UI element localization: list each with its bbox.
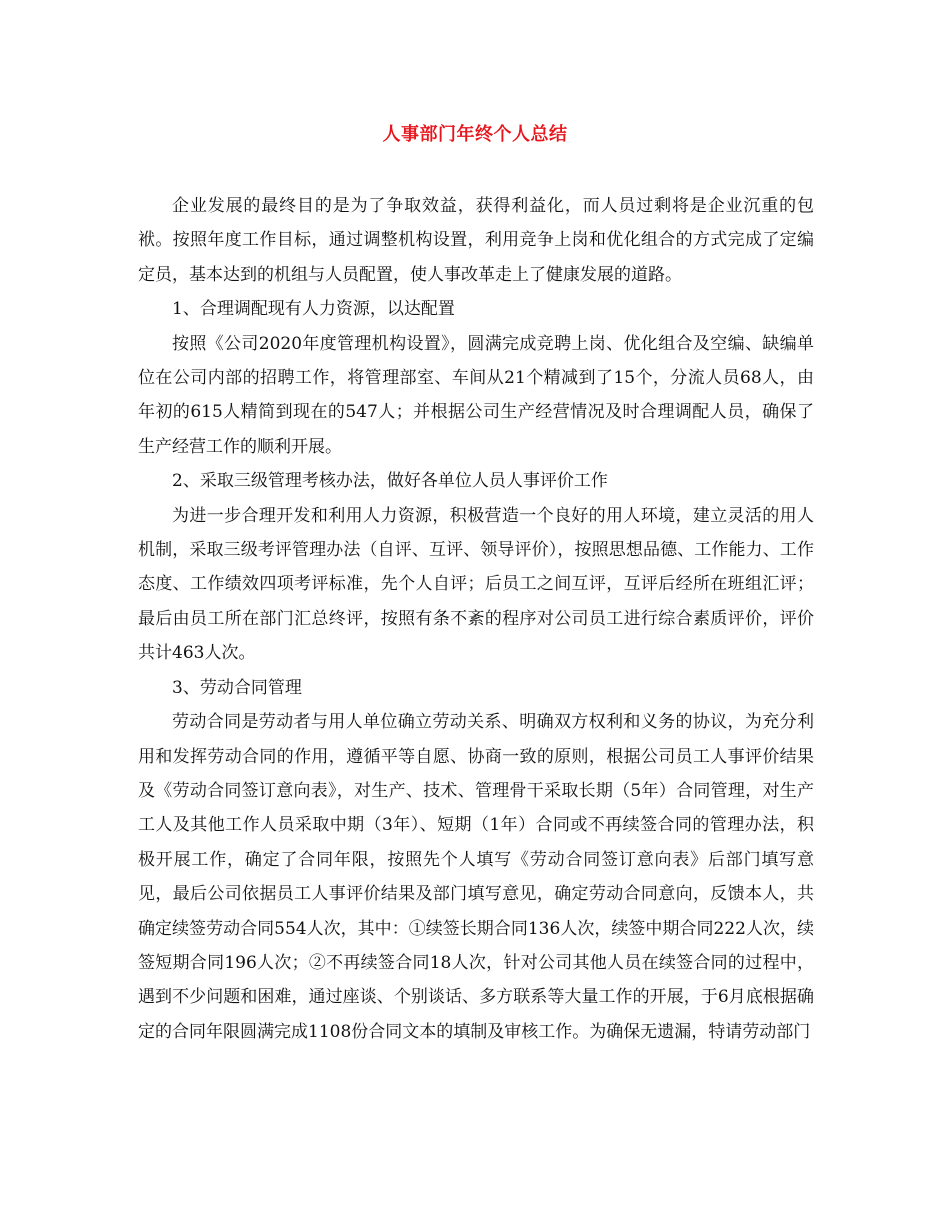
paragraph-section-3: 劳动合同是劳动者与用人单位确立劳动关系、明确双方权利和义务的协议，为充分利用和发挥劳动合同的作用，遵循平等自愿、协商一致的原则，根据公司员工人事评价结果及《劳动合同签订意向表》，对生产、技术、管理骨干采取长期（5年）合同管理，对生产工人及其他工作人员采取中期（3年）、短期（1年）合同或不再续签合同的管理办法，积极开展工作，确定了合同年限，按照先个人填写《劳动合同签订意向表》后部门填写意见，最后公司依据员工人事评价结果及部门填写意见，确定劳动合同意向，反馈本人，共确定续签劳动合同554人次，其中：①续签长期合同136人次，续签中期合同222人次，续签短期合同196人次；②不再续签合同18人次，针对公司其他人员在续签合同的过程中，遇到不少问题和困难，通过座谈、个别谈话、多方联系等大量工作的开展，于6月底根据确定的合同年限圆满完成1108份合同文本的填制及审核工作。为确保无遗漏，特请劳动部门	[138, 712, 814, 1042]
section-heading-2: 2、采取三级管理考核办法，做好各单位人员人事评价工作	[172, 471, 608, 492]
section-heading-1: 1、合理调配现有人力资源，以达配置	[172, 299, 455, 320]
document-body	[138, 189, 814, 1049]
section-heading-3: 3、劳动合同管理	[172, 677, 302, 698]
paragraph-section-1: 按照《公司2020年度管理机构设置》，圆满完成竞聘上岗、优化组合及空编、缺编单位在公司内部的招聘工作，将管理部室、车间从21个精减到了15个，分流人员68人，由年初的615人精简到现在的547人；并根据公司生产经营情况及时合理调配人员，确保了生产经营工作的顺利开展。	[138, 333, 814, 457]
paragraph-section-2: 为进一步合理开发和利用人力资源，积极营造一个良好的用人环境，建立灵活的用人机制，采取三级考评管理办法（自评、互评、领导评价），按照思想品德、工作能力、工作态度、工作绩效四项考评标准，先个人自评；后员工之间互评，互评后经所在班组汇评；最后由员工所在部门汇总终评，按照有条不紊的程序对公司员工进行综合素质评价，评价共计463人次。	[138, 505, 814, 664]
paragraph-intro: 企业发展的最终目的是为了争取效益，获得利益化，而人员过剩将是企业沉重的包袱。按照年度工作目标，通过调整机构设置，利用竞争上岗和优化组合的方式完成了定编定员，基本达到的机组与人员配置，使人事改革走上了健康发展的道路。	[138, 196, 814, 285]
document-title: 人事部门年终个人总结	[382, 124, 568, 145]
